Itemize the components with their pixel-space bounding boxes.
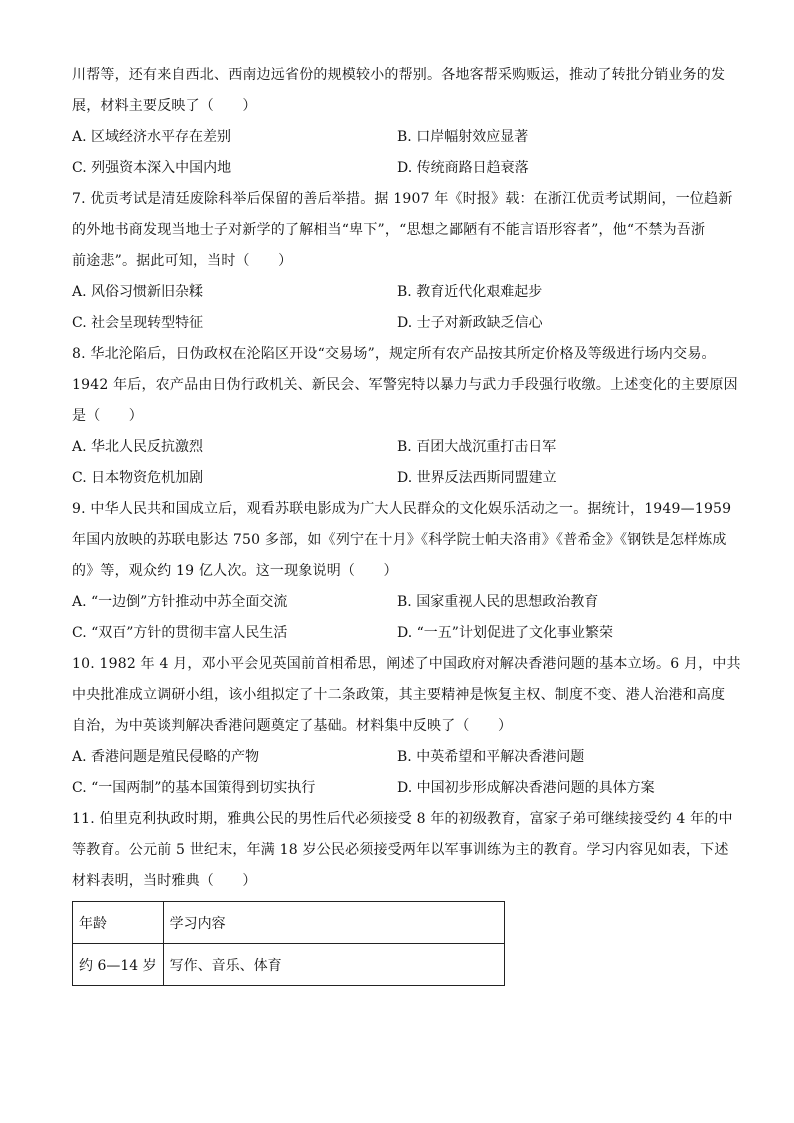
options-row: [72, 122, 722, 153]
option-d[interactable]: D. “一五”计划促进了文化事业繁荣: [397, 625, 613, 641]
question-9: [72, 494, 732, 649]
question-text-line: 11. 伯里克利执政时期，雅典公民的男性后代必须接受 8 年的初级教育，富家子弟可继续接受约 4 年的中: [72, 811, 733, 827]
option-b[interactable]: B. 教育近代化艰难起步: [397, 284, 543, 300]
option-b[interactable]: B. 百团大战沉重打击日军: [397, 439, 557, 455]
question-text-line: 自治，为中英谈判解决香港问题奠定了基础。材料集中反映了（ ）: [72, 718, 513, 734]
question-text-line: 材料表明，当时雅典（ ）: [72, 873, 257, 889]
table-cell: 写作、音乐、体育: [163, 944, 504, 986]
table-cell: 约 6—14 岁: [73, 944, 164, 986]
options-row: [72, 773, 722, 804]
option-c[interactable]: C. 列强资本深入中国内地: [72, 160, 232, 176]
table-header-cell: 学习内容: [163, 902, 504, 944]
question-text-line: 中央批准成立调研小组，该小组拟定了十二条政策，其主要精神是恢复主权、制度不变、港人治港和高度: [72, 687, 726, 703]
table-header-row: [73, 902, 505, 944]
question-text-line: 的》等，观众约 19 亿人次。这一现象说明（ ）: [72, 563, 398, 579]
question-text-line: 等教育。公元前 5 世纪末，年满 18 岁公民必须接受两年以军事训练为主的教育。学习内容见如表，下述: [72, 842, 729, 858]
question-text-line: 展，材料主要反映了（ ）: [72, 98, 257, 114]
study-content-table: [72, 901, 505, 986]
question-text-line: 年国内放映的苏联电影达 750 多部，如《列宁在十月》《科学院士帕夫洛甫》《普希金》《钢铁是怎样炼成: [72, 532, 727, 548]
question-text-line: 7. 优贡考试是清廷废除科举后保留的善后举措。据 1907 年《时报》载：在浙江优贡考试期间，一位趋新: [72, 191, 733, 207]
question-text-line: 川帮等，还有来自西北、西南边远省份的规模较小的帮别。各地客帮采购贩运，推动了转批分销业务的发: [72, 67, 726, 83]
option-d[interactable]: D. 士子对新政缺乏信心: [397, 315, 543, 331]
option-a[interactable]: A. 风俗习惯新旧杂糅: [72, 284, 204, 300]
table-row: [73, 944, 505, 986]
options-row: [72, 153, 722, 184]
options-row: [72, 618, 722, 649]
option-a[interactable]: A. 香港问题是殖民侵略的产物: [72, 749, 260, 765]
question-text-line: 8. 华北沦陷后，日伪政权在沦陷区开设“交易场”，规定所有农产品按其所定价格及等级进行场内交易。: [72, 346, 716, 362]
option-c[interactable]: C. 社会呈现转型特征: [72, 315, 204, 331]
options-row: [72, 463, 722, 494]
option-b[interactable]: B. 国家重视人民的思想政治教育: [397, 594, 599, 610]
question-11: [72, 804, 733, 986]
question-7: [72, 184, 733, 339]
option-b[interactable]: B. 口岸幅射效应显著: [397, 129, 529, 145]
options-row: [72, 308, 722, 339]
options-row: [72, 277, 722, 308]
exam-page: [72, 60, 741, 986]
question-10: [72, 649, 741, 804]
option-c[interactable]: C. 日本物资危机加剧: [72, 470, 204, 486]
option-d[interactable]: D. 中国初步形成解决香港问题的具体方案: [397, 780, 655, 796]
option-d[interactable]: D. 世界反法西斯同盟建立: [397, 470, 557, 486]
question-text-line: 的外地书商发现当地士子对新学的了解相当“卑下”，“思想之鄙陋有不能言语形容者”，他“不禁为吾浙: [72, 222, 706, 238]
option-a[interactable]: A. 区域经济水平存在差别: [72, 129, 232, 145]
question-text-line: 1942 年后，农产品由日伪行政机关、新民会、军警宪特以暴力与武力手段强行收缴。上述变化的主要原因: [72, 377, 738, 393]
option-a[interactable]: A. 华北人民反抗激烈: [72, 439, 204, 455]
options-row: [72, 742, 722, 773]
options-row: [72, 432, 722, 463]
question-6: [72, 60, 726, 184]
option-a[interactable]: A. “一边倒”方针推动中苏全面交流: [72, 594, 288, 610]
option-c[interactable]: C. “双百”方针的贯彻丰富人民生活: [72, 625, 288, 641]
question-text-line: 是（ ）: [72, 408, 143, 424]
options-row: [72, 587, 722, 618]
question-text-line: 前途悲”。据此可知，当时（ ）: [72, 253, 293, 269]
option-c[interactable]: C. “一国两制”的基本国策得到切实执行: [72, 780, 316, 796]
question-8: [72, 339, 738, 494]
option-b[interactable]: B. 中英希望和平解决香港问题: [397, 749, 585, 765]
question-text-line: 9. 中华人民共和国成立后，观看苏联电影成为广大人民群众的文化娱乐活动之一。据统计，1949—1959: [72, 501, 732, 517]
question-text-line: 10. 1982 年 4 月，邓小平会见英国前首相希思，阐述了中国政府对解决香港问题的基本立场。6 月，中共: [72, 656, 741, 672]
table-header-cell: 年龄: [73, 902, 164, 944]
option-d[interactable]: D. 传统商路日趋衰落: [397, 160, 529, 176]
